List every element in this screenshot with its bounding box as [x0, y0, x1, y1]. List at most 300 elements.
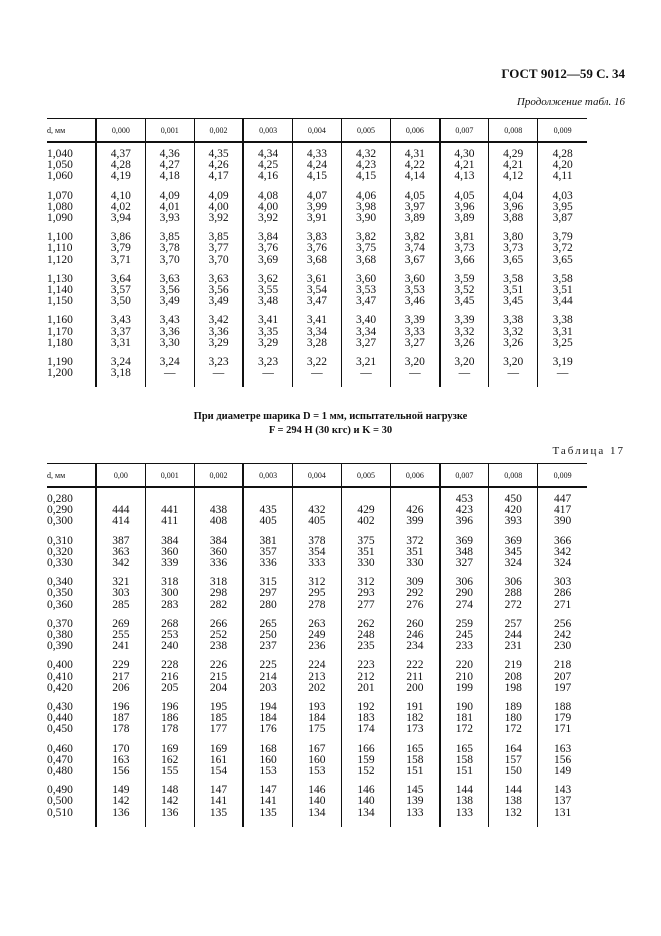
table-cell: 3,84	[243, 232, 292, 243]
row-diameter: 0,320	[47, 545, 73, 558]
table-cell: 250	[243, 630, 292, 641]
table-cell: 3,49	[194, 296, 243, 307]
table-cell: 4,36	[145, 142, 194, 160]
table-cell: 217	[96, 672, 145, 683]
table-cell: 4,19	[96, 171, 145, 182]
table-cell: 303	[538, 577, 587, 588]
table-cell: 152	[341, 766, 390, 777]
table-cell: 3,41	[292, 315, 341, 326]
row-diameter: 0,470	[47, 753, 73, 766]
row-diameter: 1,080	[47, 200, 73, 213]
table-cell: 236	[292, 641, 341, 652]
table-cell: 297	[243, 588, 292, 599]
table-cell	[292, 487, 341, 505]
table-cell: 136	[145, 808, 194, 827]
table-cell: 3,83	[292, 232, 341, 243]
table-cell: 159	[341, 755, 390, 766]
table-cell: 4,09	[145, 191, 194, 202]
row-diameter: 0,290	[47, 504, 73, 517]
table-cell: 138	[440, 796, 489, 807]
table-cell: 170	[96, 744, 145, 755]
table-cell: 3,92	[194, 213, 243, 224]
table-cell: 4,32	[341, 142, 390, 160]
column-header: 0,005	[341, 119, 390, 143]
table-cell: 3,60	[341, 274, 390, 285]
table-cell: 3,53	[341, 285, 390, 296]
table-cell: 4,08	[243, 191, 292, 202]
table-cell: 4,28	[96, 160, 145, 171]
table-cell: 3,18	[96, 368, 145, 387]
table-cell: 351	[391, 547, 440, 558]
table-cell: 3,85	[145, 232, 194, 243]
table-cell: 169	[194, 744, 243, 755]
table-cell: 213	[292, 672, 341, 683]
row-diameter: 1,120	[47, 253, 73, 266]
table-cell: 161	[194, 755, 243, 766]
table-cell: 3,76	[292, 243, 341, 254]
table-cell: 3,54	[292, 285, 341, 296]
table-cell: 3,43	[145, 315, 194, 326]
table-cell: 224	[292, 660, 341, 671]
table-cell: 260	[391, 619, 440, 630]
table-cell: 330	[341, 558, 390, 569]
table-row	[47, 724, 587, 735]
table-cell: 3,94	[96, 213, 145, 224]
table-cell: 312	[292, 577, 341, 588]
table-cell: 3,53	[391, 285, 440, 296]
table-cell: 3,47	[292, 296, 341, 307]
row-diameter: 0,450	[47, 723, 73, 736]
table-cell: 3,69	[243, 255, 292, 266]
table-cell: —	[440, 368, 489, 387]
table-cell: 3,19	[538, 357, 587, 368]
table-row	[47, 600, 587, 611]
table-cell: 278	[292, 600, 341, 611]
table-cell: —	[145, 368, 194, 387]
row-diameter: 0,510	[47, 806, 73, 819]
table-cell: 197	[538, 683, 587, 694]
table-cell: 4,10	[96, 191, 145, 202]
table-cell: 450	[489, 487, 538, 505]
table-cell: 405	[243, 516, 292, 527]
table-cell: 235	[341, 641, 390, 652]
table-cell: 441	[145, 505, 194, 516]
table-cell: 309	[391, 577, 440, 588]
table-cell: 290	[440, 588, 489, 599]
table-cell: 3,70	[194, 255, 243, 266]
table-cell: 271	[538, 600, 587, 611]
table-row	[47, 171, 587, 182]
table-cell: 3,56	[145, 285, 194, 296]
table-cell: 189	[489, 702, 538, 713]
table-cell: 167	[292, 744, 341, 755]
table-cell: 204	[194, 683, 243, 694]
table-cell: 3,20	[440, 357, 489, 368]
table-cell: 3,22	[292, 357, 341, 368]
row-diameter: 0,480	[47, 765, 73, 778]
row-diameter: 0,410	[47, 670, 73, 683]
table-cell: 230	[538, 641, 587, 652]
table-cell: 137	[538, 796, 587, 807]
table-cell: 151	[391, 766, 440, 777]
table-cell: 276	[391, 600, 440, 611]
table-cell: 438	[194, 505, 243, 516]
table-row	[47, 338, 587, 349]
row-diameter: 0,420	[47, 681, 73, 694]
table-cell: 321	[96, 577, 145, 588]
table-cell: 229	[96, 660, 145, 671]
table-cell: 165	[440, 744, 489, 755]
table-cell: 166	[341, 744, 390, 755]
table-row	[47, 660, 587, 671]
table-cell: 315	[243, 577, 292, 588]
table-cell: 163	[538, 744, 587, 755]
table-cell: 249	[292, 630, 341, 641]
column-header: 0,009	[538, 464, 587, 488]
table-header-row	[47, 464, 587, 488]
table-row	[47, 243, 587, 254]
table-cell: 4,06	[341, 191, 390, 202]
table-cell: 4,07	[292, 191, 341, 202]
table-cell: 3,34	[341, 327, 390, 338]
table-cell: 3,49	[145, 296, 194, 307]
row-diameter: 1,070	[47, 189, 73, 202]
caption-line-1: При диаметре шарика D = 1 мм, испытательной нагрузке	[193, 411, 468, 422]
table-cell: 3,38	[489, 315, 538, 326]
table-cell: 3,41	[243, 315, 292, 326]
table-cell: 177	[194, 724, 243, 735]
row-diameter: 0,350	[47, 587, 73, 600]
table-cell: 3,89	[391, 213, 440, 224]
table-cell: 192	[341, 702, 390, 713]
table-cell: 381	[243, 536, 292, 547]
table-cell: 160	[292, 755, 341, 766]
row-diameter: 0,460	[47, 742, 73, 755]
table-cell: —	[341, 368, 390, 387]
table-cell: 3,59	[440, 274, 489, 285]
table-cell: 263	[292, 619, 341, 630]
table-cell: 399	[391, 516, 440, 527]
table-cell: 3,70	[145, 255, 194, 266]
table-cell: 378	[292, 536, 341, 547]
table-cell: 133	[440, 808, 489, 827]
table-cell: 199	[440, 683, 489, 694]
table-cell: 255	[96, 630, 145, 641]
table-cell: 3,20	[489, 357, 538, 368]
table-cell: 357	[243, 547, 292, 558]
table-cell: 384	[194, 536, 243, 547]
table-row	[47, 766, 587, 777]
row-diameter: 1,150	[47, 295, 73, 308]
table-cell: 158	[440, 755, 489, 766]
table-cell: 4,25	[243, 160, 292, 171]
table-cell: 345	[489, 547, 538, 558]
table-cell: 4,20	[538, 160, 587, 171]
table-cell: 360	[145, 547, 194, 558]
row-diameter: 1,160	[47, 314, 73, 327]
table-cell: 4,03	[538, 191, 587, 202]
table-cell: 147	[194, 785, 243, 796]
table-cell: 4,31	[391, 142, 440, 160]
table-cell: 339	[145, 558, 194, 569]
table-cell: 3,85	[194, 232, 243, 243]
table-cell: 342	[538, 547, 587, 558]
table-cell: 318	[194, 577, 243, 588]
row-diameter: 1,200	[47, 367, 73, 380]
table-cell: 172	[489, 724, 538, 735]
table-cell: 3,56	[194, 285, 243, 296]
table-cell: 420	[489, 505, 538, 516]
table-cell: 4,05	[440, 191, 489, 202]
table-cell: 134	[341, 808, 390, 827]
table-cell: 3,23	[243, 357, 292, 368]
table-cell: 219	[489, 660, 538, 671]
table-cell: 202	[292, 683, 341, 694]
table-cell: 3,92	[243, 213, 292, 224]
row-diameter: 0,390	[47, 640, 73, 653]
table-cell: 4,30	[440, 142, 489, 160]
table-cell: 4,13	[440, 171, 489, 182]
table-cell	[341, 487, 390, 505]
table-cell: 4,09	[194, 191, 243, 202]
table-cell: 4,15	[292, 171, 341, 182]
table-cell: 246	[391, 630, 440, 641]
table-row	[47, 315, 587, 326]
column-header: 0,002	[194, 464, 243, 488]
row-diameter: 1,110	[47, 242, 73, 255]
table-cell: 3,44	[538, 296, 587, 307]
column-header: 0,006	[391, 119, 440, 143]
table-cell: 195	[194, 702, 243, 713]
column-header: 0,002	[194, 119, 243, 143]
table-cell: —	[243, 368, 292, 387]
table-cell: 184	[243, 713, 292, 724]
table-cell: 175	[292, 724, 341, 735]
table-cell: 190	[440, 702, 489, 713]
table-cell: 3,76	[243, 243, 292, 254]
table-cell: 3,90	[341, 213, 390, 224]
column-header: 0,006	[391, 464, 440, 488]
table-cell: 153	[243, 766, 292, 777]
table-cell: 185	[194, 713, 243, 724]
table-cell: 411	[145, 516, 194, 527]
table-cell: 336	[194, 558, 243, 569]
table-cell: 351	[341, 547, 390, 558]
table-cell: 417	[538, 505, 587, 516]
table-cell: 3,65	[538, 255, 587, 266]
table-cell: 3,39	[440, 315, 489, 326]
table-cell: 303	[96, 588, 145, 599]
table-cell: 3,55	[243, 285, 292, 296]
table-cell: 179	[538, 713, 587, 724]
row-diameter: 1,180	[47, 336, 73, 349]
table-cell: 162	[145, 755, 194, 766]
row-diameter: 1,090	[47, 212, 73, 225]
row-diameter: 0,400	[47, 659, 73, 672]
page-header-standard: ГОСТ 9012—59 С. 34	[501, 66, 625, 81]
table-cell: 3,50	[96, 296, 145, 307]
table-header-row	[47, 119, 587, 143]
table-cell: 3,47	[341, 296, 390, 307]
table-cell: 4,01	[145, 202, 194, 213]
table-cell: 138	[489, 796, 538, 807]
table-cell: 156	[96, 766, 145, 777]
table-cell: 3,95	[538, 202, 587, 213]
table-cell: 3,25	[538, 338, 587, 349]
table-cell: 164	[489, 744, 538, 755]
column-header: 0,003	[243, 464, 292, 488]
table-cell: 405	[292, 516, 341, 527]
table-cell: 3,79	[96, 243, 145, 254]
row-diameter: 0,380	[47, 629, 73, 642]
table-cell: 200	[391, 683, 440, 694]
table-cell: 408	[194, 516, 243, 527]
table-cell: 244	[489, 630, 538, 641]
table-cell: 225	[243, 660, 292, 671]
table-cell: 3,34	[292, 327, 341, 338]
column-header: 0,003	[243, 119, 292, 143]
table-cell: 3,30	[145, 338, 194, 349]
table-cell: 3,28	[292, 338, 341, 349]
table-cell: 3,51	[538, 285, 587, 296]
table-cell: 154	[194, 766, 243, 777]
table-cell: 4,24	[292, 160, 341, 171]
row-diameter: 0,310	[47, 534, 73, 547]
table-cell: 3,36	[194, 327, 243, 338]
table-cell: 4,21	[440, 160, 489, 171]
table-cell: 384	[145, 536, 194, 547]
table-cell: 160	[243, 755, 292, 766]
table-16	[47, 118, 587, 387]
table-cell: 4,18	[145, 171, 194, 182]
table-cell: 3,58	[538, 274, 587, 285]
row-diameter: 0,370	[47, 617, 73, 630]
table-cell: 188	[538, 702, 587, 713]
table-cell: 186	[145, 713, 194, 724]
column-header: 0,005	[341, 464, 390, 488]
table-cell: 4,00	[243, 202, 292, 213]
table-cell: 198	[489, 683, 538, 694]
table-cell: 147	[243, 785, 292, 796]
table-cell: 324	[538, 558, 587, 569]
table-cell: 3,81	[440, 232, 489, 243]
table-cell: 3,46	[391, 296, 440, 307]
column-header: 0,001	[145, 464, 194, 488]
table-cell: 265	[243, 619, 292, 630]
table-cell: 187	[96, 713, 145, 724]
table-cell: 259	[440, 619, 489, 630]
table-cell: 336	[243, 558, 292, 569]
table-cell: 354	[292, 547, 341, 558]
column-header: 0,008	[489, 464, 538, 488]
row-diameter: 0,300	[47, 515, 73, 528]
table-cell: 3,45	[489, 296, 538, 307]
table-cell: 3,74	[391, 243, 440, 254]
table-cell: 3,79	[538, 232, 587, 243]
table-cell: 145	[391, 785, 440, 796]
table-cell: 3,88	[489, 213, 538, 224]
column-header: 0,001	[145, 119, 194, 143]
table-cell: 402	[341, 516, 390, 527]
table-17	[47, 463, 587, 827]
table-cell: 3,45	[440, 296, 489, 307]
table-cell: 3,23	[194, 357, 243, 368]
table-cell: 283	[145, 600, 194, 611]
table-cell: 148	[145, 785, 194, 796]
table-cell: 139	[391, 796, 440, 807]
table-cell: 3,73	[489, 243, 538, 254]
table-cell: 216	[145, 672, 194, 683]
table-cell: 348	[440, 547, 489, 558]
table-cell: 292	[391, 588, 440, 599]
table-cell: 3,97	[391, 202, 440, 213]
table-cell: 233	[440, 641, 489, 652]
table-cell: 453	[440, 487, 489, 505]
table-row	[47, 368, 587, 387]
table-cell: 3,91	[292, 213, 341, 224]
table-cell: 3,37	[96, 327, 145, 338]
table-cell: 3,71	[96, 255, 145, 266]
table-cell: 277	[341, 600, 390, 611]
table-cell: 206	[96, 683, 145, 694]
table-cell: 3,32	[489, 327, 538, 338]
table-cell: 3,61	[292, 274, 341, 285]
table-cell: 133	[391, 808, 440, 827]
table-17-label: Таблица 17	[552, 445, 625, 457]
table-cell: 369	[440, 536, 489, 547]
table-cell: 155	[145, 766, 194, 777]
table-cell: 208	[489, 672, 538, 683]
table-cell: 3,27	[391, 338, 440, 349]
table-cell: 262	[341, 619, 390, 630]
table-cell: 369	[489, 536, 538, 547]
table-cell: 387	[96, 536, 145, 547]
table-cell: 3,21	[341, 357, 390, 368]
table-cell: 240	[145, 641, 194, 652]
table-cell: 3,62	[243, 274, 292, 285]
table-cell: 252	[194, 630, 243, 641]
table-cell: 176	[243, 724, 292, 735]
table-cell: 4,28	[538, 142, 587, 160]
table-cell: 3,63	[194, 274, 243, 285]
row-diameter: 1,100	[47, 231, 73, 244]
table-cell: 295	[292, 588, 341, 599]
table-cell: 172	[440, 724, 489, 735]
table-cell: 293	[341, 588, 390, 599]
table-cell: 4,00	[194, 202, 243, 213]
table-cell: 241	[96, 641, 145, 652]
table-cell: 158	[391, 755, 440, 766]
table-cell: 393	[489, 516, 538, 527]
column-header-d: d, мм	[47, 119, 96, 143]
table-cell: 211	[391, 672, 440, 683]
table-cell: —	[391, 368, 440, 387]
table-cell: —	[292, 368, 341, 387]
table-cell: 282	[194, 600, 243, 611]
table-cell: 4,02	[96, 202, 145, 213]
table-cell: 242	[538, 630, 587, 641]
table-cell: 3,33	[391, 327, 440, 338]
row-diameter: 1,170	[47, 325, 73, 338]
table-cell: 390	[538, 516, 587, 527]
column-header: 0,007	[440, 464, 489, 488]
table-cell: 178	[96, 724, 145, 735]
table-cell: 360	[194, 547, 243, 558]
table-cell: 4,26	[194, 160, 243, 171]
table-cell: 342	[96, 558, 145, 569]
table-cell: 196	[96, 702, 145, 713]
table-cell: 288	[489, 588, 538, 599]
